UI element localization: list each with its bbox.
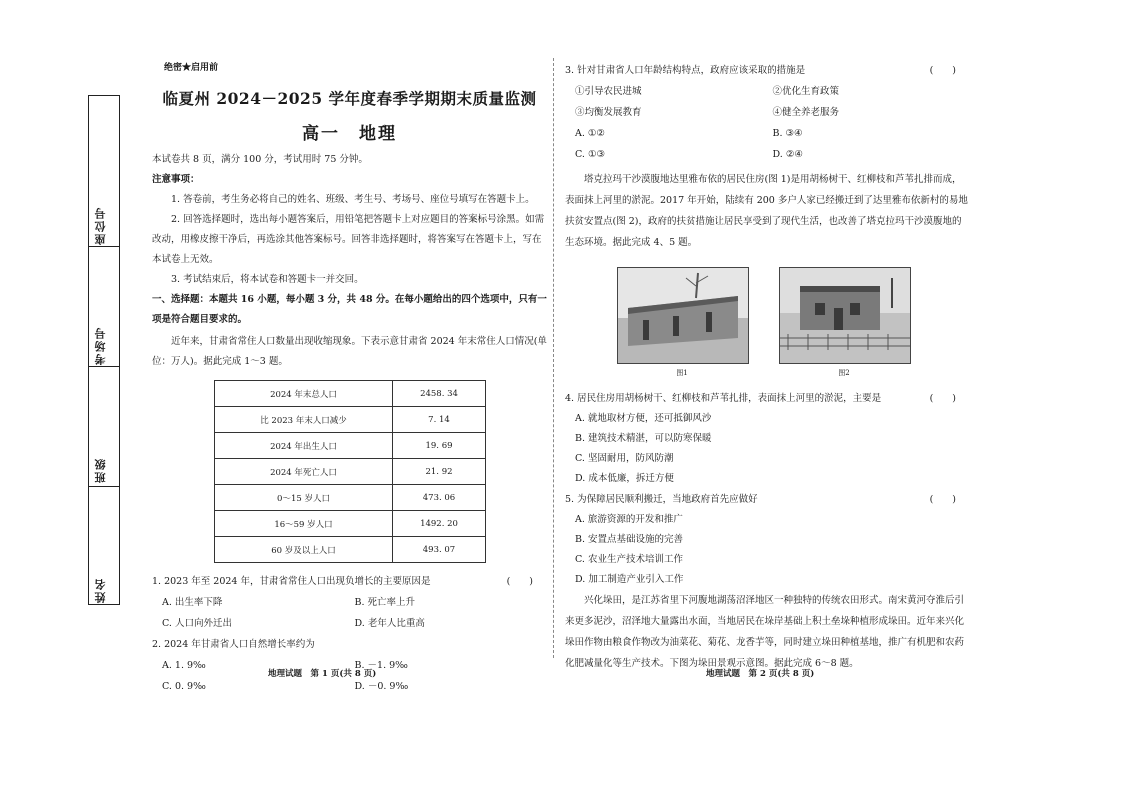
statement-2: ②优化生育政策: [772, 86, 840, 97]
option-d: D. ②④: [772, 149, 803, 160]
question-2-stem: 2. 2024 年甘肃省人口自然增长率约为: [152, 639, 315, 650]
table-cell: 2024 年末总人口: [215, 381, 393, 407]
question-5-options: [565, 510, 970, 590]
note-1: 1. 答卷前，考生务必将自己的姓名、班级、考生号、考场号、座位号填写在答题卡上。: [171, 194, 535, 205]
section-heading: 一、选择题：本题共 16 小题，每小题 3 分，共 48 分。在每小题给出的四个选项中，只有一项是符合题目要求的。: [152, 294, 547, 325]
table-row: [215, 381, 486, 407]
question-1-options: [162, 592, 547, 634]
seat-number-label: 座位号: [94, 206, 107, 246]
question-3: [565, 60, 970, 81]
answer-bracket: ( ): [929, 494, 956, 505]
figure-row: [617, 267, 970, 378]
exam-room-label: 考场号: [94, 326, 107, 366]
table-cell: 2458. 34: [393, 381, 486, 407]
note-3: 3. 考试结束后，将本试卷和答题卡一并交回。: [171, 274, 364, 285]
exam-title: 临夏州 2024－2025 学年度春季学期期末质量监测: [162, 89, 537, 108]
traditional-house-photo: [617, 267, 749, 364]
table-cell: 493. 07: [393, 537, 486, 563]
figure-1-caption: 图1: [676, 369, 688, 377]
option-b: B. 建筑技术精湛，可以防寒保暖: [575, 433, 712, 444]
passage-duotian: 兴化垛田，是江苏省里下河腹地湖荡沼泽地区一种独特的传统农田形式。南宋黄河夺淮后引来更多泥沙，沼泽地大量露出水面，当地居民在垛岸基础上积土垒垛种植形成垛田。近年来兴化垛田作物由粮食作物改为油菜花、菊花、龙香芋等，同时建立垛田种植基地，推广有机肥和农药化肥减量化等生产技术。下图为垛田景观示意图。据此完成 6～8 题。: [565, 595, 965, 669]
question-1-stem: 1. 2023 年至 2024 年，甘肃省常住人口出现负增长的主要原因是: [152, 576, 431, 587]
table-cell: 19. 69: [393, 433, 486, 459]
exam-subject: 高一 地理: [302, 124, 397, 144]
figure-1: [617, 267, 749, 378]
question-4-options: [565, 409, 970, 489]
option-c: C. 农业生产技术培训工作: [575, 554, 683, 565]
option-b: B. ③④: [772, 128, 803, 139]
table-cell: 60 岁及以上人口: [215, 537, 393, 563]
statement-3: ③均衡发展教育: [575, 107, 642, 118]
statement-1: ①引导农民进城: [575, 86, 642, 97]
statement-4: ④健全养老服务: [772, 107, 840, 118]
table-cell: 0～15 岁人口: [215, 485, 393, 511]
option-d: D. 加工制造产业引入工作: [575, 574, 684, 585]
table-row: [215, 407, 486, 433]
table-row: [215, 511, 486, 537]
table-row: [215, 485, 486, 511]
page-2: [565, 60, 970, 674]
question-1: [152, 571, 547, 592]
table-cell: 比 2023 年末人口减少: [215, 407, 393, 433]
table-row: [215, 537, 486, 563]
population-table: [214, 380, 486, 563]
margin-divider: [89, 486, 119, 487]
option-a: A. 旅游资源的开发和推广: [575, 514, 683, 525]
confidential-mark: 绝密★启用前: [164, 63, 219, 73]
table-cell: 2024 年出生人口: [215, 433, 393, 459]
question-5-stem: 5. 为保障居民顺利搬迁，当地政府首先应做好: [565, 494, 758, 505]
table-cell: 7. 14: [393, 407, 486, 433]
binding-margin: [88, 95, 120, 605]
option-c: C. 人口向外迁出: [162, 618, 232, 629]
option-a: A. 出生率下降: [162, 597, 223, 608]
table-cell: 1492. 20: [393, 511, 486, 537]
option-d: D. 老年人比重高: [354, 618, 425, 629]
passage-dariya-boyi: 塔克拉玛干沙漠腹地达里雅布依的居民住房(图 1)是用胡杨树干、红柳枝和芦苇扎排而成，表面抹上河里的淤泥。2017 年开始，陆续有 200 多户人家已经搬迁到了达里雅布依新村的易地扶贫安置点(图 2)，政府的扶贫措施让居民享受到了现代生活，也改善了塔克拉玛干沙漠腹地的生态环境。据此完成 4、5 题。: [565, 174, 968, 248]
option-d: D. －0. 9‰: [354, 681, 409, 692]
table-row: [215, 459, 486, 485]
question-5: [565, 489, 970, 510]
exam-info: 本试卷共 8 页，满分 100 分，考试用时 75 分钟。: [152, 154, 368, 165]
notes-title: 注意事项：: [152, 174, 200, 185]
page-divider: [553, 58, 554, 658]
option-c: C. ①③: [575, 149, 606, 160]
class-label: 班级: [94, 457, 107, 483]
page-1-footer: 地理试题 第 1 页(共 8 页): [268, 669, 377, 679]
question-4: [565, 388, 970, 409]
figure-2-caption: 图2: [838, 369, 850, 377]
option-c: C. 坚固耐用，防风防潮: [575, 453, 674, 464]
note-2: 2. 回答选择题时，选出每小题答案后，用铅笔把答题卡上对应题目的答案标号涂黑。如需改动，用橡皮擦干净后，再选涂其他答案标号。回答非选择题时，将答案写在答题卡上，写在本试卷上无效。: [152, 214, 545, 265]
margin-divider: [89, 366, 119, 367]
table-cell: 2024 年死亡人口: [215, 459, 393, 485]
option-c: C. 0. 9‰: [162, 681, 206, 692]
option-b: B. 死亡率上升: [354, 597, 416, 608]
question-3-stem: 3. 针对甘肃省人口年龄结构特点，政府应该采取的措施是: [565, 65, 806, 76]
margin-divider: [89, 246, 119, 247]
table-cell: 16～59 岁人口: [215, 511, 393, 537]
option-b: B. 安置点基础设施的完善: [575, 534, 684, 545]
option-a: A. ①②: [575, 128, 605, 139]
answer-bracket: ( ): [929, 65, 956, 76]
question-2: [152, 634, 547, 655]
answer-bracket: ( ): [929, 393, 956, 404]
table-cell: 21. 92: [393, 459, 486, 485]
option-a: A. 1. 9‰: [162, 660, 206, 671]
page-2-footer: 地理试题 第 2 页(共 8 页): [706, 669, 815, 679]
name-label: 姓名: [94, 577, 107, 603]
table-cell: 473. 06: [393, 485, 486, 511]
answer-bracket: ( ): [506, 576, 533, 587]
option-a: A. 就地取材方便，还可抵御风沙: [575, 413, 712, 424]
option-d: D. 成本低廉，拆迁方便: [575, 473, 674, 484]
figure-2: [779, 267, 911, 378]
resettlement-house-photo: [779, 267, 911, 364]
question-intro: 近年来，甘肃省常住人口数量出现收缩现象。下表示意甘肃省 2024 年末常住人口情况(单位：万人)。据此完成 1～3 题。: [152, 336, 547, 367]
question-3-items: [575, 81, 970, 165]
table-row: [215, 433, 486, 459]
question-4-stem: 4. 居民住房用胡杨树干、红柳枝和芦苇扎排，表面抹上河里的淤泥，主要是: [565, 393, 882, 404]
page-1: [152, 60, 547, 697]
option-b: B. －1. 9‰: [354, 660, 408, 671]
